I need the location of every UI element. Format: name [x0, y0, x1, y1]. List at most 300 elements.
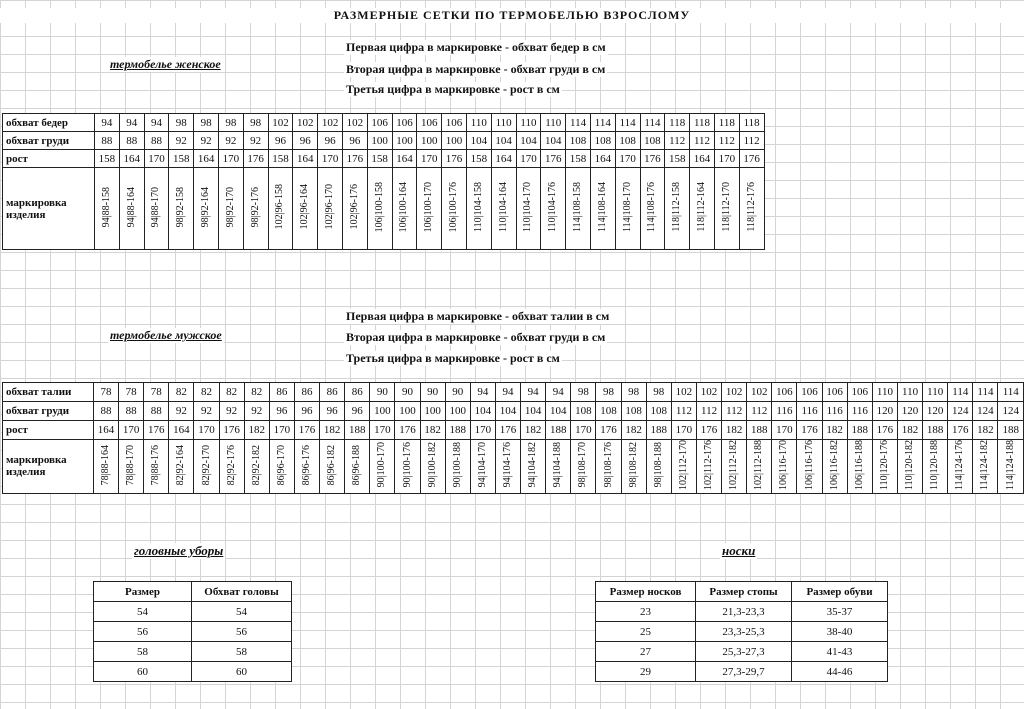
men-size-table: [2, 382, 1024, 494]
table-cell: 94: [521, 383, 546, 402]
table-cell: 104: [470, 402, 495, 421]
marking-label: 114|108-176: [646, 182, 658, 232]
marking-cell: [442, 168, 467, 250]
marking-cell: [320, 440, 345, 494]
table-cell: 176: [219, 421, 244, 440]
table-row: [596, 642, 888, 662]
table-cell: 110: [466, 114, 491, 132]
table-row: [3, 168, 765, 250]
table-cell: 108: [646, 402, 671, 421]
table-cell: 114: [948, 383, 973, 402]
socks-table: [595, 581, 888, 682]
table-cell: 118: [690, 114, 715, 132]
marking-cell: [640, 168, 665, 250]
table-cell: 106: [772, 383, 797, 402]
table-cell: 98: [646, 383, 671, 402]
table-cell: 88: [144, 402, 169, 421]
table-cell: 114: [566, 114, 591, 132]
marking-label: 106|116-176: [803, 440, 815, 490]
table-cell: 116: [847, 402, 872, 421]
marking-cell: [367, 168, 392, 250]
marking-label: 98|92-176: [249, 186, 261, 228]
marking-cell: [243, 168, 268, 250]
table-cell: 86: [294, 383, 319, 402]
marking-label: 86|96-182: [326, 444, 338, 486]
marking-label: 90|100-182: [426, 442, 438, 488]
table-cell: 104: [546, 402, 571, 421]
table-cell: 106: [417, 114, 442, 132]
table-cell: 100: [395, 402, 420, 421]
table-cell: 106: [847, 383, 872, 402]
row-label: обхват груди: [3, 402, 94, 421]
marking-cell: [739, 168, 764, 250]
marking-label: 106|100-170: [423, 181, 435, 233]
table-cell: 100: [392, 132, 417, 150]
marking-label: 110|104-176: [547, 182, 559, 232]
table-cell: 104: [495, 402, 520, 421]
table-cell: 170: [370, 421, 395, 440]
table-cell: 120: [872, 402, 897, 421]
table-cell: 170: [194, 421, 219, 440]
table-cell: 108: [571, 402, 596, 421]
table-cell: 112: [671, 402, 696, 421]
table-cell: 25: [596, 622, 696, 642]
table-cell: 170: [318, 150, 343, 168]
table-cell: 182: [420, 421, 445, 440]
marking-cell: [541, 168, 566, 250]
table-cell: 158: [95, 150, 120, 168]
table-cell: 27,3-29,7: [696, 662, 792, 682]
table-cell: 164: [169, 421, 194, 440]
marking-label: 82|92-164: [175, 444, 187, 486]
marking-cell: [420, 440, 445, 494]
table-cell: 164: [590, 150, 615, 168]
table-cell: 41-43: [792, 642, 888, 662]
table-cell: 102: [722, 383, 747, 402]
marking-cell: [169, 440, 194, 494]
table-cell: 92: [219, 402, 244, 421]
marking-cell: [722, 440, 747, 494]
table-row: [596, 602, 888, 622]
men-legend-3: Третья цифра в маркировке - рост в см: [346, 351, 560, 365]
marking-label: 94|104-170: [476, 442, 488, 488]
marking-label: 102|112-182: [728, 440, 740, 490]
table-cell: 176: [596, 421, 621, 440]
table-row: [3, 150, 765, 168]
table-cell: 112: [714, 132, 739, 150]
table-cell: 21,3-23,3: [696, 602, 792, 622]
table-cell: 182: [621, 421, 646, 440]
table-cell: 78: [144, 383, 169, 402]
table-cell: 98: [194, 114, 219, 132]
marking-label: 102|112-170: [677, 440, 689, 490]
marking-cell: [772, 440, 797, 494]
table-cell: 170: [144, 150, 169, 168]
marking-label: 94|88-158: [100, 186, 112, 228]
marking-label: 82|92-170: [200, 444, 212, 486]
table-cell: 176: [541, 150, 566, 168]
marking-label: 102|112-188: [753, 440, 765, 490]
table-cell: 164: [194, 150, 219, 168]
table-cell: 114: [615, 114, 640, 132]
marking-cell: [244, 440, 269, 494]
marking-label: 82|92-176: [225, 444, 237, 486]
table-cell: 88: [93, 402, 118, 421]
marking-label: 118|112-164: [696, 182, 708, 232]
table-cell: 108: [590, 132, 615, 150]
marking-label: 90|100-170: [376, 442, 388, 488]
marking-cell: [345, 440, 370, 494]
marking-cell: [521, 440, 546, 494]
marking-cell: [119, 440, 144, 494]
table-cell: 170: [516, 150, 541, 168]
socks-section-title: носки: [722, 543, 756, 558]
marking-label: 102|96-176: [348, 184, 360, 230]
table-cell: 106: [392, 114, 417, 132]
table-cell: 98: [571, 383, 596, 402]
women-legend-2: Вторая цифра в маркировке - обхват груди в см: [346, 62, 606, 76]
table-cell: 164: [392, 150, 417, 168]
table-cell: 86: [269, 383, 294, 402]
table-row: [3, 421, 1024, 440]
table-cell: 170: [119, 421, 144, 440]
men-legend-2: Вторая цифра в маркировке - обхват груди в см: [346, 330, 606, 344]
table-cell: 104: [516, 132, 541, 150]
table-cell: 92: [218, 132, 243, 150]
marking-label: 102|96-170: [324, 184, 336, 230]
table-cell: 112: [665, 132, 690, 150]
table-cell: 104: [541, 132, 566, 150]
table-cell: 98: [596, 383, 621, 402]
marking-cell: [696, 440, 721, 494]
marking-label: 94|104-176: [502, 442, 514, 488]
table-cell: 38-40: [792, 622, 888, 642]
table-row: [3, 132, 765, 150]
marking-label: 94|104-182: [527, 442, 539, 488]
row-label: маркировка изделия: [3, 168, 95, 250]
table-cell: 110: [516, 114, 541, 132]
table-cell: 110: [897, 383, 922, 402]
table-row: [3, 402, 1024, 421]
table-cell: 176: [395, 421, 420, 440]
table-cell: 188: [345, 421, 370, 440]
table-cell: 176: [243, 150, 268, 168]
table-cell: 82: [244, 383, 269, 402]
table-cell: 35-37: [792, 602, 888, 622]
marking-label: 110|104-170: [522, 182, 534, 232]
marking-label: 106|116-188: [853, 440, 865, 490]
table-cell: 170: [470, 421, 495, 440]
table-cell: 86: [345, 383, 370, 402]
table-cell: 90: [445, 383, 470, 402]
table-cell: 164: [491, 150, 516, 168]
men-section-title: термобелье мужское: [110, 328, 222, 342]
marking-label: 114|108-164: [596, 182, 608, 232]
marking-label: 98|108-170: [577, 442, 589, 488]
marking-label: 94|88-170: [150, 186, 162, 228]
marking-label: 110|120-176: [878, 440, 890, 490]
table-cell: 112: [722, 402, 747, 421]
table-cell: 176: [872, 421, 897, 440]
table-cell: 118: [714, 114, 739, 132]
table-cell: 58: [94, 642, 192, 662]
table-cell: 92: [194, 132, 219, 150]
table-cell: 176: [144, 421, 169, 440]
table-cell: 114: [998, 383, 1024, 402]
marking-label: 114|124-182: [979, 440, 991, 490]
marking-cell: [194, 440, 219, 494]
table-cell: 116: [797, 402, 822, 421]
table-cell: 29: [596, 662, 696, 682]
table-cell: 176: [640, 150, 665, 168]
marking-cell: [923, 440, 948, 494]
table-cell: 112: [690, 132, 715, 150]
table-cell: 112: [739, 132, 764, 150]
table-cell: 106: [367, 114, 392, 132]
women-section-title: термобелье женское: [110, 57, 221, 71]
table-cell: 104: [491, 132, 516, 150]
table-cell: 100: [445, 402, 470, 421]
table-cell: 108: [566, 132, 591, 150]
table-cell: 94: [119, 114, 144, 132]
marking-cell: [590, 168, 615, 250]
table-cell: 90: [395, 383, 420, 402]
marking-label: 78|88-170: [125, 444, 137, 486]
row-label: рост: [3, 150, 95, 168]
table-cell: 44-46: [792, 662, 888, 682]
table-cell: 78: [93, 383, 118, 402]
table-cell: 176: [342, 150, 367, 168]
marking-label: 82|92-182: [250, 444, 262, 486]
table-cell: 176: [495, 421, 520, 440]
table-cell: 120: [897, 402, 922, 421]
marking-cell: [495, 440, 520, 494]
table-cell: 188: [998, 421, 1024, 440]
marking-cell: [392, 168, 417, 250]
marking-label: 118|112-176: [745, 182, 757, 232]
table-cell: 88: [119, 132, 144, 150]
table-cell: 176: [294, 421, 319, 440]
table-cell: 56: [94, 622, 192, 642]
table-cell: 108: [621, 402, 646, 421]
table-cell: 96: [294, 402, 319, 421]
table-cell: 118: [665, 114, 690, 132]
table-row: [596, 622, 888, 642]
table-cell: 98: [169, 114, 194, 132]
table-cell: 104: [466, 132, 491, 150]
table-cell: 92: [243, 132, 268, 150]
table-cell: 188: [747, 421, 772, 440]
table-cell: 110: [923, 383, 948, 402]
marking-label: 110|120-188: [929, 440, 941, 490]
table-cell: 124: [948, 402, 973, 421]
table-row: [3, 114, 765, 132]
table-cell: 176: [696, 421, 721, 440]
marking-label: 98|108-182: [627, 442, 639, 488]
table-cell: 90: [420, 383, 445, 402]
table-row: [94, 622, 292, 642]
table-cell: 54: [94, 602, 192, 622]
hats-section-title: головные уборы: [134, 543, 224, 558]
marking-label: 102|96-158: [274, 184, 286, 230]
table-cell: 158: [268, 150, 293, 168]
table-cell: 58: [192, 642, 292, 662]
table-cell: 23,3-25,3: [696, 622, 792, 642]
table-cell: 106: [442, 114, 467, 132]
table-cell: 100: [417, 132, 442, 150]
table-cell: 176: [442, 150, 467, 168]
marking-label: 94|88-164: [125, 186, 137, 228]
marking-label: 114|108-158: [572, 182, 584, 232]
marking-cell: [665, 168, 690, 250]
marking-label: 102|96-164: [299, 184, 311, 230]
table-cell: 188: [847, 421, 872, 440]
table-cell: 88: [119, 402, 144, 421]
marking-label: 118|112-158: [671, 182, 683, 232]
column-header: Размер обуви: [792, 582, 888, 602]
table-cell: 182: [521, 421, 546, 440]
table-cell: 158: [169, 150, 194, 168]
table-cell: 164: [690, 150, 715, 168]
marking-cell: [546, 440, 571, 494]
table-cell: 60: [192, 662, 292, 682]
table-cell: 96: [345, 402, 370, 421]
marking-label: 118|112-170: [720, 182, 732, 232]
table-cell: 82: [194, 383, 219, 402]
table-cell: 188: [923, 421, 948, 440]
marking-label: 98|92-164: [200, 186, 212, 228]
marking-cell: [294, 440, 319, 494]
marking-cell: [318, 168, 343, 250]
table-cell: 92: [169, 402, 194, 421]
table-cell: 110: [541, 114, 566, 132]
table-cell: 114: [973, 383, 998, 402]
table-row: [94, 642, 292, 662]
marking-cell: [646, 440, 671, 494]
table-cell: 82: [219, 383, 244, 402]
table-cell: 108: [615, 132, 640, 150]
row-label: рост: [3, 421, 94, 440]
table-cell: 170: [218, 150, 243, 168]
table-cell: 96: [268, 132, 293, 150]
table-cell: 92: [169, 132, 194, 150]
table-cell: 82: [169, 383, 194, 402]
marking-cell: [615, 168, 640, 250]
marking-cell: [470, 440, 495, 494]
table-cell: 96: [342, 132, 367, 150]
marking-cell: [219, 440, 244, 494]
row-label: обхват талии: [3, 383, 94, 402]
table-cell: 94: [470, 383, 495, 402]
table-cell: 182: [822, 421, 847, 440]
marking-label: 86|96-170: [275, 444, 287, 486]
marking-cell: [466, 168, 491, 250]
marking-cell: [144, 440, 169, 494]
table-cell: 116: [772, 402, 797, 421]
table-cell: 158: [566, 150, 591, 168]
table-cell: 158: [665, 150, 690, 168]
table-row: [94, 662, 292, 682]
table-cell: 94: [144, 114, 169, 132]
marking-cell: [566, 168, 591, 250]
column-header: Размер стопы: [696, 582, 792, 602]
marking-cell: [93, 440, 118, 494]
table-cell: 176: [739, 150, 764, 168]
table-cell: 170: [615, 150, 640, 168]
marking-label: 78|88-164: [100, 444, 112, 486]
header-row: [94, 582, 292, 602]
marking-cell: [491, 168, 516, 250]
marking-label: 102|112-176: [703, 440, 715, 490]
marking-cell: [897, 440, 922, 494]
table-cell: 112: [696, 402, 721, 421]
marking-cell: [747, 440, 772, 494]
table-cell: 110: [491, 114, 516, 132]
marking-label: 106|100-176: [448, 181, 460, 233]
table-cell: 124: [973, 402, 998, 421]
table-cell: 108: [640, 132, 665, 150]
table-cell: 182: [722, 421, 747, 440]
marking-label: 114|108-170: [621, 182, 633, 232]
table-cell: 170: [772, 421, 797, 440]
table-cell: 188: [445, 421, 470, 440]
marking-cell: [516, 168, 541, 250]
table-cell: 170: [269, 421, 294, 440]
table-cell: 106: [822, 383, 847, 402]
table-cell: 94: [495, 383, 520, 402]
table-cell: 116: [822, 402, 847, 421]
marking-cell: [268, 168, 293, 250]
marking-cell: [218, 168, 243, 250]
row-label: обхват бедер: [3, 114, 95, 132]
marking-cell: [119, 168, 144, 250]
marking-cell: [269, 440, 294, 494]
column-header: Обхват головы: [192, 582, 292, 602]
table-cell: 112: [747, 402, 772, 421]
marking-cell: [847, 440, 872, 494]
table-cell: 102: [342, 114, 367, 132]
marking-label: 106|100-164: [398, 181, 410, 233]
marking-cell: [417, 168, 442, 250]
marking-label: 98|92-158: [175, 186, 187, 228]
marking-cell: [370, 440, 395, 494]
table-cell: 164: [119, 150, 144, 168]
table-cell: 114: [640, 114, 665, 132]
table-cell: 96: [293, 132, 318, 150]
table-cell: 106: [797, 383, 822, 402]
marking-label: 106|116-170: [778, 440, 790, 490]
table-cell: 124: [998, 402, 1024, 421]
marking-cell: [621, 440, 646, 494]
table-cell: 92: [244, 402, 269, 421]
marking-cell: [822, 440, 847, 494]
table-cell: 182: [973, 421, 998, 440]
marking-cell: [395, 440, 420, 494]
table-cell: 98: [243, 114, 268, 132]
table-cell: 164: [293, 150, 318, 168]
table-cell: 96: [320, 402, 345, 421]
table-row: [94, 602, 292, 622]
women-legend-1: Первая цифра в маркировке - обхват бедер в см: [346, 40, 606, 54]
table-cell: 27: [596, 642, 696, 662]
table-cell: 170: [714, 150, 739, 168]
marking-cell: [973, 440, 998, 494]
table-cell: 54: [192, 602, 292, 622]
marking-label: 110|104-164: [497, 182, 509, 232]
table-cell: 102: [293, 114, 318, 132]
column-header: Размер носков: [596, 582, 696, 602]
table-cell: 182: [320, 421, 345, 440]
